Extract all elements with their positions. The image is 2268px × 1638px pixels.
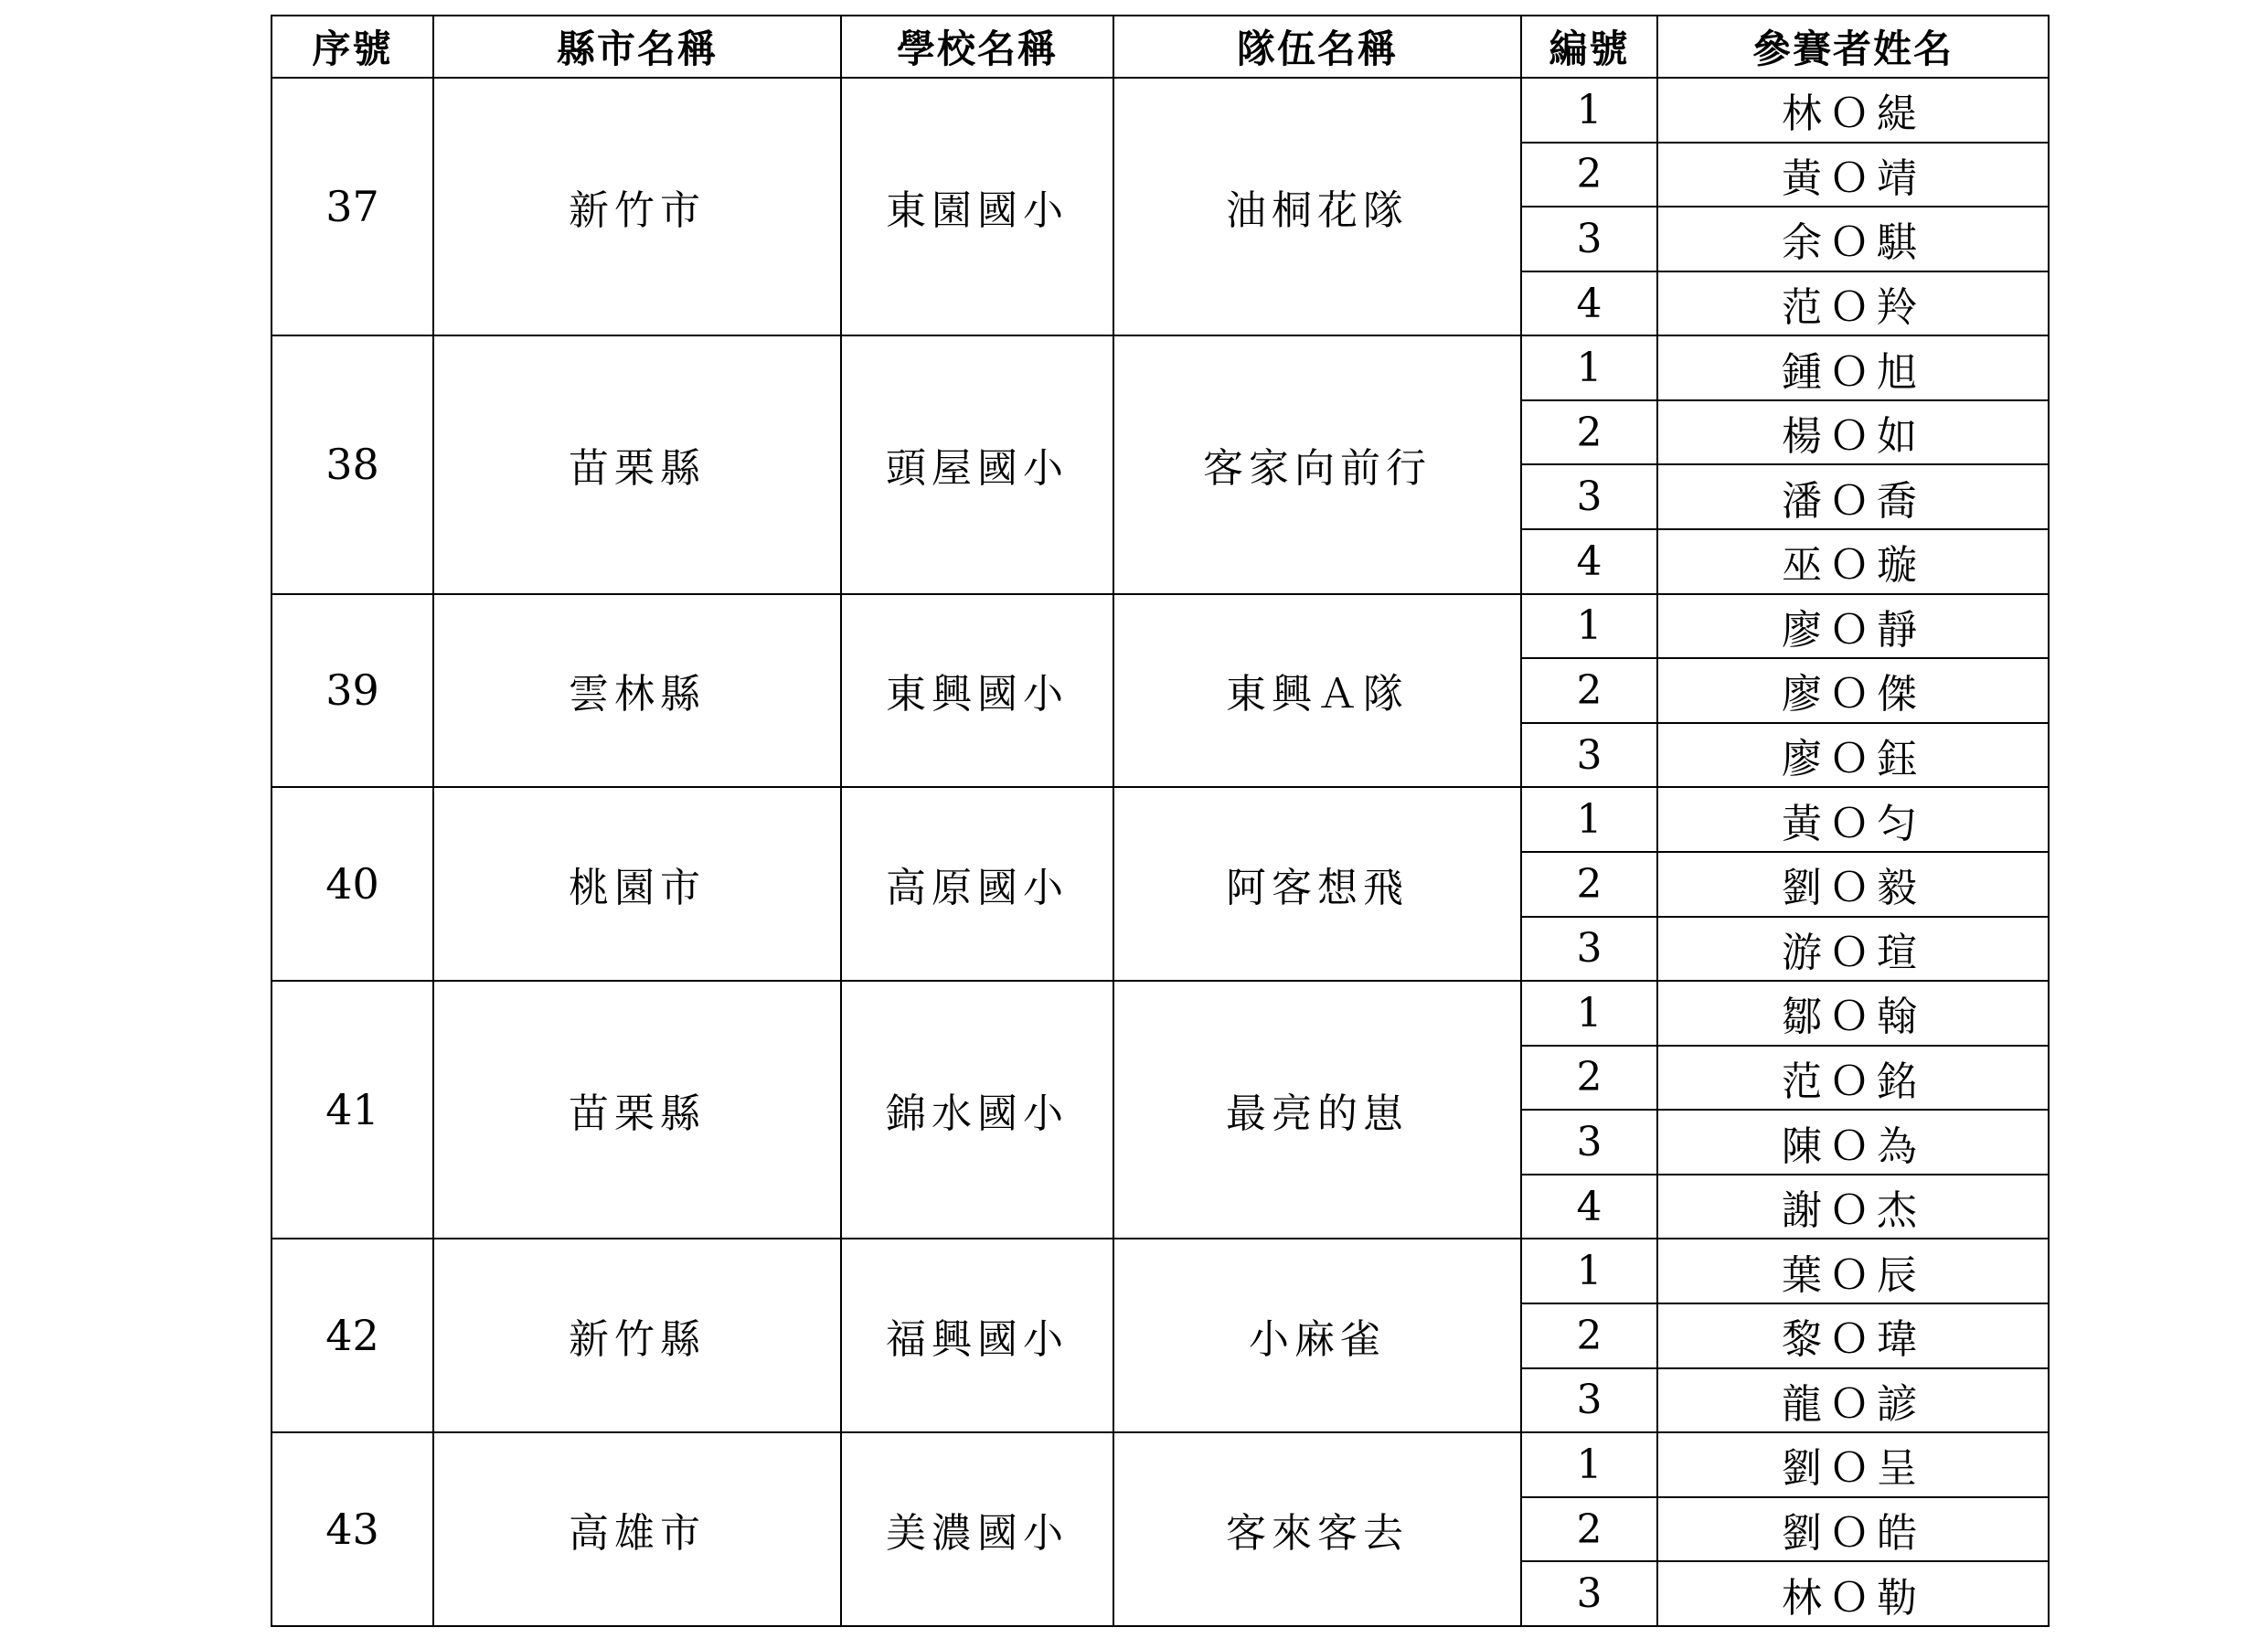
participant-name-cell: 黃Ｏ匀 (1657, 787, 2049, 852)
participant-name-cell: 葉Ｏ辰 (1657, 1239, 2049, 1303)
participant-name-cell: 余Ｏ騏 (1657, 207, 2049, 271)
participant-name-cell: 劉Ｏ毅 (1657, 852, 2049, 917)
participant-name-cell: 劉Ｏ呈 (1657, 1432, 2049, 1497)
member-number-cell: 3 (1521, 917, 1657, 982)
member-number-cell: 2 (1521, 658, 1657, 723)
table-body (272, 78, 2049, 1626)
member-number-cell: 4 (1521, 1175, 1657, 1239)
participant-name-cell: 黎Ｏ瑋 (1657, 1303, 2049, 1368)
county-cell: 苗栗縣 (433, 981, 841, 1239)
member-number-cell: 2 (1521, 1303, 1657, 1368)
participant-name-cell: 林Ｏ緹 (1657, 78, 2049, 143)
team-name-cell: 油桐花隊 (1113, 78, 1521, 335)
member-number-cell: 1 (1521, 981, 1657, 1046)
member-number-cell: 4 (1521, 529, 1657, 594)
county-cell: 高雄市 (433, 1432, 841, 1626)
member-number-cell: 2 (1521, 143, 1657, 207)
county-cell: 新竹縣 (433, 1239, 841, 1432)
participant-name-cell: 黃Ｏ靖 (1657, 143, 2049, 207)
member-number-cell: 1 (1521, 78, 1657, 143)
team-name-cell: 客來客去 (1113, 1432, 1521, 1626)
member-number-cell: 3 (1521, 1110, 1657, 1175)
county-cell: 苗栗縣 (433, 335, 841, 593)
school-cell: 東興國小 (841, 594, 1113, 788)
school-cell: 美濃國小 (841, 1432, 1113, 1626)
member-number-cell: 1 (1521, 787, 1657, 852)
school-cell: 頭屋國小 (841, 335, 1113, 593)
member-number-cell: 2 (1521, 1497, 1657, 1562)
member-number-cell: 1 (1521, 594, 1657, 659)
table-row (272, 1432, 2049, 1497)
school-cell: 東園國小 (841, 78, 1113, 335)
member-number-cell: 2 (1521, 1046, 1657, 1111)
member-number-cell: 3 (1521, 1561, 1657, 1626)
member-number-cell: 3 (1521, 1368, 1657, 1433)
participant-name-cell: 游Ｏ瑄 (1657, 917, 2049, 982)
school-cell: 高原國小 (841, 787, 1113, 981)
roster-table (271, 15, 2050, 1627)
participant-name-cell: 廖Ｏ鈺 (1657, 723, 2049, 788)
header-school: 學校名稱 (841, 16, 1113, 78)
member-number-cell: 1 (1521, 1239, 1657, 1303)
participant-name-cell: 廖Ｏ傑 (1657, 658, 2049, 723)
header-team: 隊伍名稱 (1113, 16, 1521, 78)
team-name-cell: 客家向前行 (1113, 335, 1521, 593)
team-name-cell: 阿客想飛 (1113, 787, 1521, 981)
team-name-cell: 東興Ａ隊 (1113, 594, 1521, 788)
table-header (272, 16, 2049, 78)
table-row (272, 335, 2049, 400)
county-cell: 桃園市 (433, 787, 841, 981)
header-seq: 序號 (272, 16, 433, 78)
participant-name-cell: 鍾Ｏ旭 (1657, 335, 2049, 400)
team-name-cell: 最亮的崽 (1113, 981, 1521, 1239)
member-number-cell: 2 (1521, 400, 1657, 465)
participant-name-cell: 劉Ｏ皓 (1657, 1497, 2049, 1562)
header-number: 編號 (1521, 16, 1657, 78)
member-number-cell: 3 (1521, 723, 1657, 788)
table-row (272, 594, 2049, 659)
participant-name-cell: 鄒Ｏ翰 (1657, 981, 2049, 1046)
team-seq-cell: 38 (272, 335, 433, 593)
team-seq-cell: 40 (272, 787, 433, 981)
school-cell: 福興國小 (841, 1239, 1113, 1432)
table-row (272, 78, 2049, 143)
county-cell: 雲林縣 (433, 594, 841, 788)
participant-name-cell: 楊Ｏ如 (1657, 400, 2049, 465)
participant-name-cell: 范Ｏ銘 (1657, 1046, 2049, 1111)
team-seq-cell: 39 (272, 594, 433, 788)
table-row (272, 981, 2049, 1046)
table-row (272, 1239, 2049, 1303)
participant-name-cell: 范Ｏ羚 (1657, 271, 2049, 336)
team-seq-cell: 37 (272, 78, 433, 335)
team-seq-cell: 41 (272, 981, 433, 1239)
team-name-cell: 小麻雀 (1113, 1239, 1521, 1432)
header-row (272, 16, 2049, 78)
school-cell: 錦水國小 (841, 981, 1113, 1239)
participant-name-cell: 潘Ｏ喬 (1657, 464, 2049, 529)
team-seq-cell: 42 (272, 1239, 433, 1432)
member-number-cell: 2 (1521, 852, 1657, 917)
team-seq-cell: 43 (272, 1432, 433, 1626)
header-county: 縣市名稱 (433, 16, 841, 78)
member-number-cell: 1 (1521, 335, 1657, 400)
participant-name-cell: 林Ｏ勒 (1657, 1561, 2049, 1626)
participant-name-cell: 龍Ｏ諺 (1657, 1368, 2049, 1433)
member-number-cell: 3 (1521, 464, 1657, 529)
participant-name-cell: 謝Ｏ杰 (1657, 1175, 2049, 1239)
participant-name-cell: 廖Ｏ靜 (1657, 594, 2049, 659)
header-participant: 參賽者姓名 (1657, 16, 2049, 78)
table-row (272, 787, 2049, 852)
participant-name-cell: 陳Ｏ為 (1657, 1110, 2049, 1175)
member-number-cell: 3 (1521, 207, 1657, 271)
participant-name-cell: 巫Ｏ璇 (1657, 529, 2049, 594)
member-number-cell: 4 (1521, 271, 1657, 336)
member-number-cell: 1 (1521, 1432, 1657, 1497)
county-cell: 新竹市 (433, 78, 841, 335)
